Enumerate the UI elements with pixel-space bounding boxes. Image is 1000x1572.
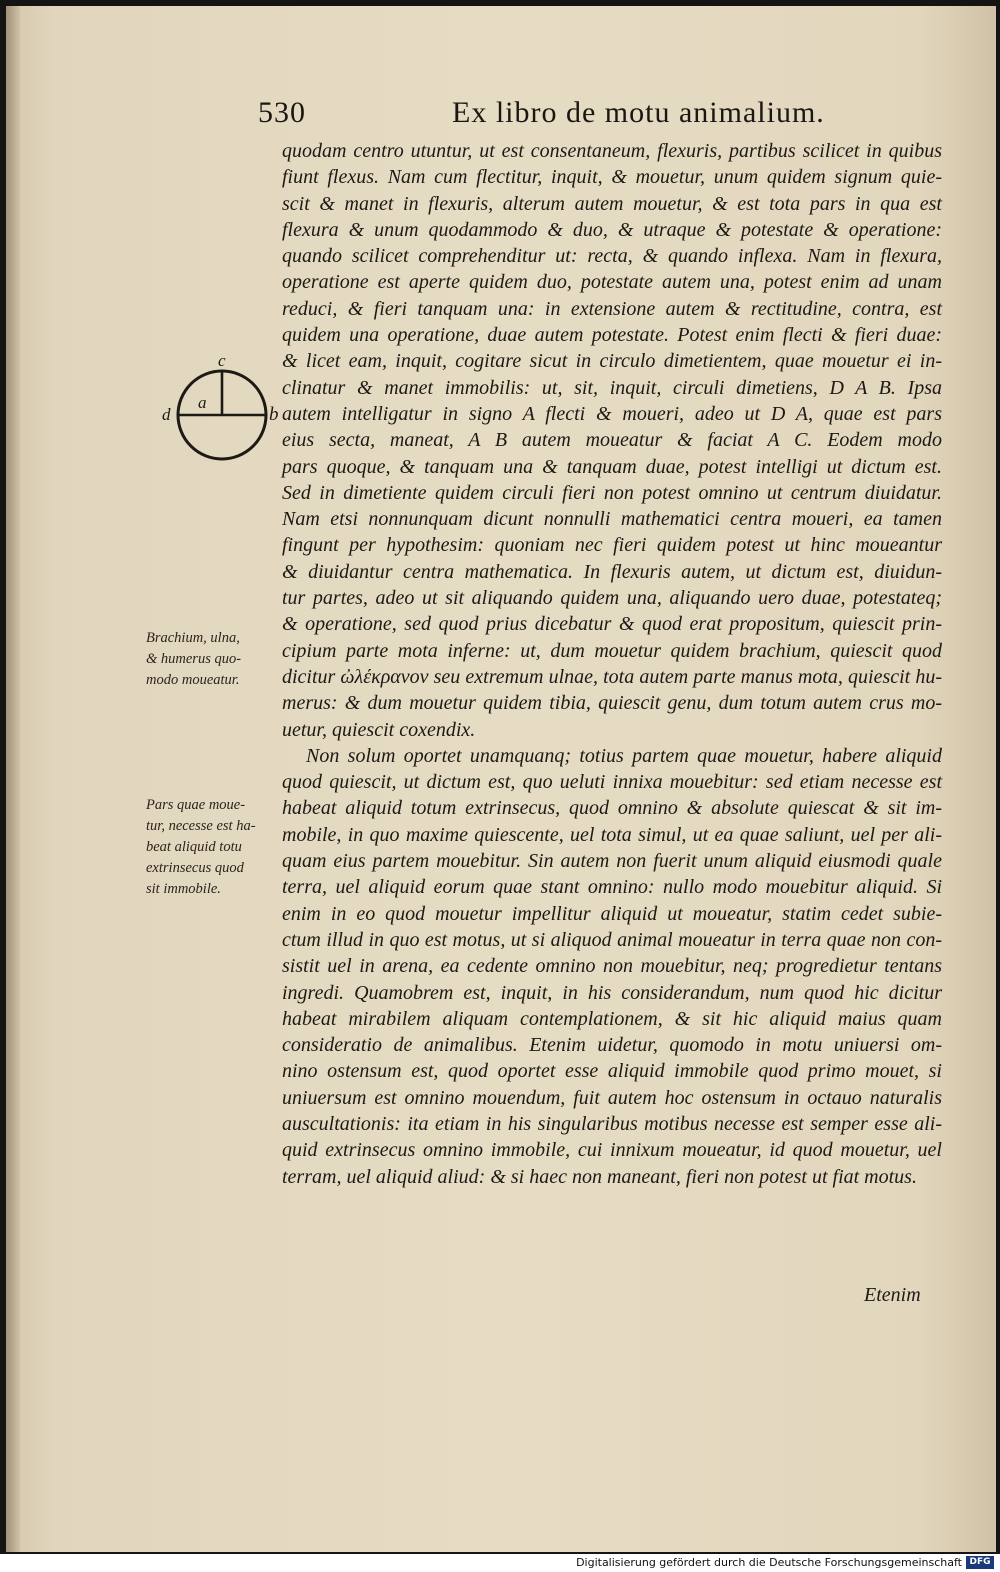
text-line: fingunt per hypothesim: quoniam nec fieri quidem potest ut hinc moueantur [282,534,942,557]
digitization-footer [0,1554,1000,1572]
text-line: ingredi. Quamobrem est, inquit, in his considerandum, num quod hic dicitur [282,981,942,1004]
page-number: 530 [258,96,306,129]
margin-note-line: Pars quae moue- [146,797,246,813]
text-line: reduci, & fieri tanquam una: in extensione autem & rectitudine, contra, est [282,297,942,320]
margin-note-line: modo moueatur. [146,672,240,688]
text-line: quidem una operatione, duae autem potestate. Potest enim flecti & fieri duae: [282,324,942,347]
margin-note-line: tur, necesse est ha- [146,818,256,834]
text-line: Sed in dimetiente quidem circuli fieri non potest omnino ut centrum diuidatur. [282,481,942,504]
body-text [282,138,942,1190]
text-line: uniuersum est omnino mouendum, fuit autem hoc ostensum in octauo naturalis [282,1086,942,1109]
text-line: Non solum oportet unamquanq; totius partem quae mouetur, habere aliquid [306,744,942,767]
margin-note-line: beat aliquid totu [146,839,242,855]
text-line: habeat mirabilem aliquam contemplationem, & sit hic aliquid maius quam [282,1007,942,1030]
page-header [258,96,958,136]
text-line: uetur, quiescit coxendix. [282,718,476,741]
text-line: terra, uel aliquid eorum quae stant omnino: nullo modo mouebitur aliquid. Si [282,876,942,899]
text-line: & diuidantur centra mathematica. In flexuris autem, ut dictum est, diuidun- [282,560,942,583]
text-line: nino ostensum est, quod oportet esse aliquid immobile quod primo mouet, si [282,1060,942,1083]
circle-diameter-diagram [160,350,278,470]
scanned-page [6,6,996,1552]
text-line: autem intelligatur in signo A flecti & moueri, adeo ut D A, quae est pars [282,402,942,425]
text-line: operatione est aperte quidem duo, potestate autem una, potest enim ad unam [282,271,942,294]
text-line: dicitur ὠλέκρανον seu extremum ulnae, tota autem parte manus mota, quiescit hu- [282,665,942,688]
page-gutter-shadow [6,6,20,1552]
diagram-label-top: c [218,351,226,370]
circle-diagram-svg [160,350,278,470]
margin-note-line: Brachium, ulna, [146,630,240,646]
catchword: Etenim [864,1284,921,1306]
text-line: terram, uel aliquid aliud: & si haec non maneant, fieri non potest ut fiat motus. [282,1165,917,1188]
text-line: scit & manet in flexuris, alterum autem mouetur, & est tota pars in qua est [282,192,942,215]
text-line: clinatur & manet immobilis: ut, sit, inquit, circuli dimetiens, D A B. Ipsa [282,376,942,399]
text-line: quando scilicet comprehenditur ut: recta, & quando inflexa. Nam in flexura, [282,245,942,268]
funding-credit: Digitalisierung gefördert durch die Deutsche Forschungsgemeinschaft [576,1556,962,1569]
text-line: eius secta, maneat, A B autem moueatur & faciat A C. Eodem modo [282,429,942,452]
text-line: enim in eo quod mouetur impellitur aliquid ut moueatur, statim cedet subie- [282,902,942,925]
margin-note-pars [146,795,274,900]
text-line: auscultationis: ita etiam in his singularibus motibus necesse est semper esse ali- [282,1112,942,1135]
text-line: mobile, in quo maxime quiescente, uel tota simul, ut ea quae saliunt, uel per ali- [282,823,942,846]
text-line: & licet eam, inquit, cogitare sicut in circulo dimetientem, quae mouetur ei in- [282,350,942,373]
running-title: Ex libro de motu animalium. [452,96,825,129]
text-line: Nam etsi nonnunquam dicunt nonnulli mathematici centra moueri, ea tamen [282,508,942,531]
text-line: quam eius partem mouebitur. Sin autem non fuerit unum aliquid eiusmodi quale [282,850,942,873]
text-line: quid extrinsecus omnino immobile, cui innixum moueatur, id quod mouetur, uel [282,1139,942,1162]
text-line: & operatione, sed quod prius dicebatur & quod erat propositum, quiescit prin- [282,613,942,636]
text-line: quodam centro utuntur, ut est consentaneum, flexuris, partibus scilicet in quibus [282,140,942,162]
text-line: sistit uel in arena, ea cedente omnino non mouebitur, neq; progredietur tentans [282,955,942,978]
text-line: fiunt flexus. Nam cum flectitur, inquit, & mouetur, unum quidem signum quie- [282,166,942,189]
text-line: pars quoque, & tanquam una & tanquam duae, potest intelligi ut dictum est. [282,455,942,478]
diagram-label-center: a [198,393,207,412]
margin-note-line: extrinsecus quod [146,860,244,876]
text-line: consideratio de animalibus. Etenim uidetur, quomodo in motu uniuersi om- [282,1034,942,1057]
diagram-label-right: b [269,404,278,425]
text-line: cipium parte mota inferne: ut, dum mouetur quidem brachium, quiescit quod [282,639,942,662]
text-line: quod quiescit, ut dictum est, quo ueluti innixa mouebitur: sed etiam necesse est [282,771,942,794]
text-line: habeat aliquid totum extrinsecus, quod omnino & absolute quiescat & sit im- [282,797,942,820]
text-line: ctum illud in quo est motus, ut si aliquod animal moueatur in terra quae non con- [282,928,942,951]
margin-note-brachium [146,628,274,691]
diagram-label-left: d [162,405,171,424]
dfg-logo: DFG [966,1556,994,1569]
text-line: merus: & dum mouetur quidem tibia, quiescit genu, dum totum autem crus mo- [282,692,942,715]
margin-note-line: sit immobile. [146,881,221,897]
margin-note-line: & humerus quo- [146,651,242,667]
text-line: tur partes, adeo ut sit aliquando quidem una, aliquando uero duae, potestateq; [282,587,942,610]
text-line: flexura & unum quodammodo & duo, & utraque & potestate & operatione: [282,218,942,241]
